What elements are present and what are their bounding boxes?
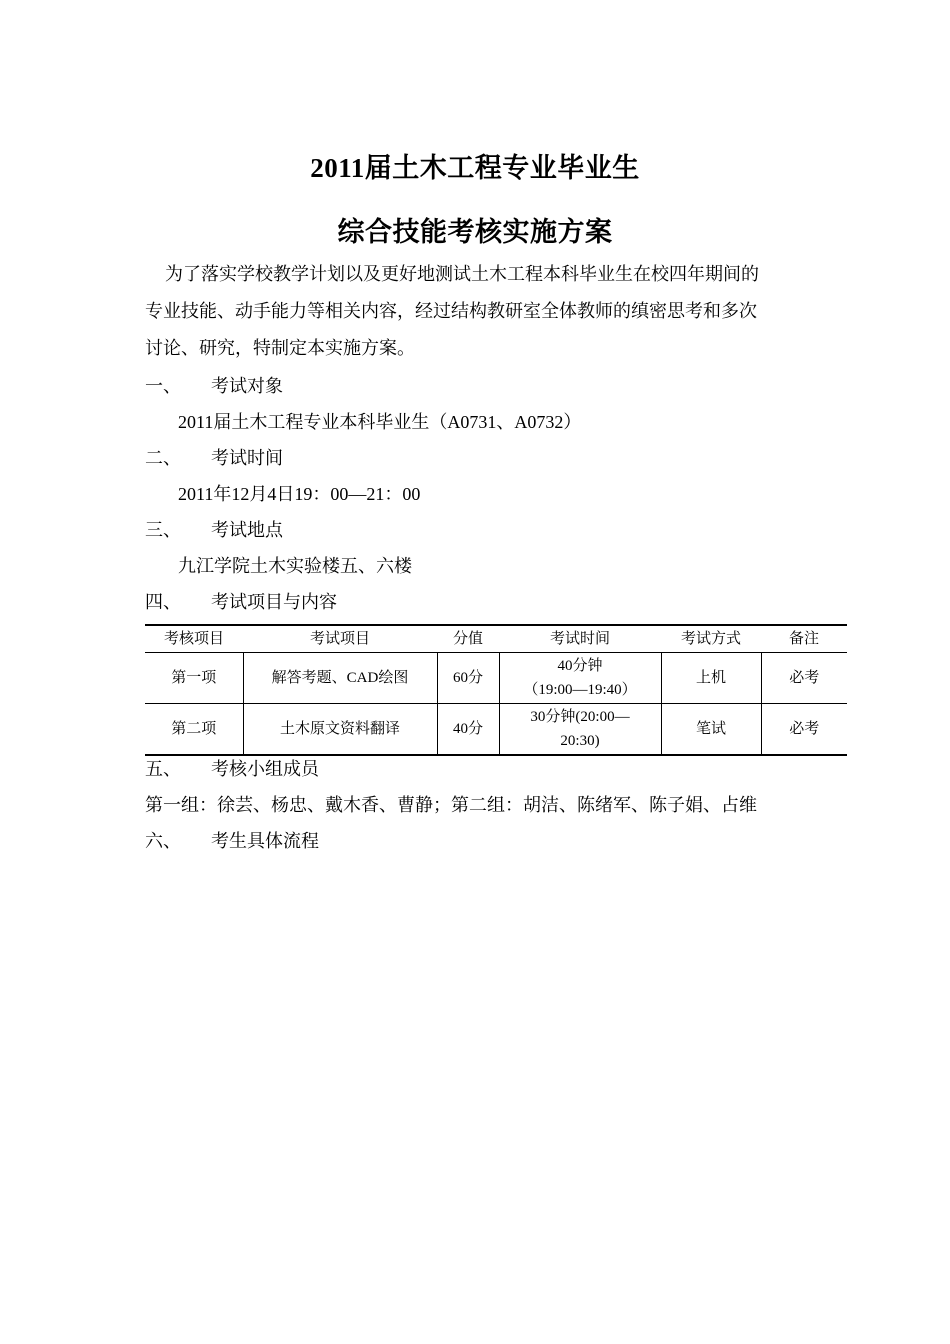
section-title: 考试项目与内容 (211, 592, 337, 612)
section-title: 考试地点 (211, 520, 283, 540)
intro-paragraph-line3: 讨论、研究，特制定本实施方案。 (145, 338, 415, 358)
cell-item: 第一项 (171, 670, 217, 686)
section-heading-2 (145, 446, 283, 470)
section-heading-5 (145, 757, 319, 781)
section-title: 考试时间 (211, 448, 283, 468)
section-title: 考生具体流程 (211, 831, 319, 851)
section-content-3: 九江学院土木实验楼五、六楼 (178, 556, 412, 576)
section-heading-1 (145, 374, 283, 398)
table-row (145, 704, 847, 756)
column-header: 分值 (452, 631, 483, 647)
column-header: 备注 (788, 631, 819, 647)
table-row (145, 653, 847, 704)
intro-paragraph-line2: 专业技能、动手能力等相关内容，经过结构教研室全体教师的缜密思考和多次 (145, 301, 757, 321)
section-heading-3 (145, 518, 283, 542)
section-heading-4 (145, 590, 337, 614)
section-number: 三、 (145, 520, 181, 540)
cell-note: 必考 (761, 653, 847, 704)
column-header: 考核项目 (163, 631, 224, 647)
cell-score: 40分 (437, 704, 499, 756)
intro-paragraph-line1: 为了落实学校教学计划以及更好地测试土木工程本科毕业生在校四年期间的 (165, 264, 759, 284)
cell-time (499, 704, 661, 756)
cell-time-line1: 30分钟(20:00— (530, 709, 630, 725)
column-header: 考试时间 (549, 631, 610, 647)
cell-note: 必考 (761, 704, 847, 756)
document-title-line2: 综合技能考核实施方案 (337, 217, 613, 247)
section-number: 五、 (145, 759, 181, 779)
document-title-line1: 2011届土木工程专业毕业生 (310, 153, 640, 183)
cell-time (499, 653, 661, 704)
section-title: 考试对象 (211, 376, 283, 396)
cell-method: 笔试 (661, 704, 761, 756)
section-heading-6 (145, 829, 319, 853)
section-content-5: 第一组：徐芸、杨忠、戴木香、曹静；第二组：胡洁、陈绪军、陈子娟、占维 (145, 795, 757, 815)
column-header: 考试项目 (309, 631, 370, 647)
section-content-1: 2011届土木工程专业本科毕业生（A0731、A0732） (178, 412, 582, 432)
section-number: 六、 (145, 831, 181, 851)
section-number: 二、 (145, 448, 181, 468)
exam-items-table (145, 624, 847, 756)
cell-subject: 解答考题、CAD绘图 (243, 653, 437, 704)
section-number: 一、 (145, 376, 181, 396)
cell-score: 60分 (437, 653, 499, 704)
cell-time-line2: 20:30) (560, 733, 600, 749)
cell-method: 上机 (661, 653, 761, 704)
cell-time-line2: （19:00—19:40） (523, 682, 637, 698)
section-number: 四、 (145, 592, 181, 612)
section-title: 考核小组成员 (211, 759, 319, 779)
cell-subject: 土木原文资料翻译 (243, 704, 437, 756)
cell-time-line1: 40分钟 (557, 658, 603, 674)
table-header-row (145, 625, 847, 653)
cell-item: 第二项 (171, 721, 217, 737)
column-header: 考试方式 (680, 631, 741, 647)
section-content-2: 2011年12月4日19：00—21：00 (178, 484, 421, 504)
